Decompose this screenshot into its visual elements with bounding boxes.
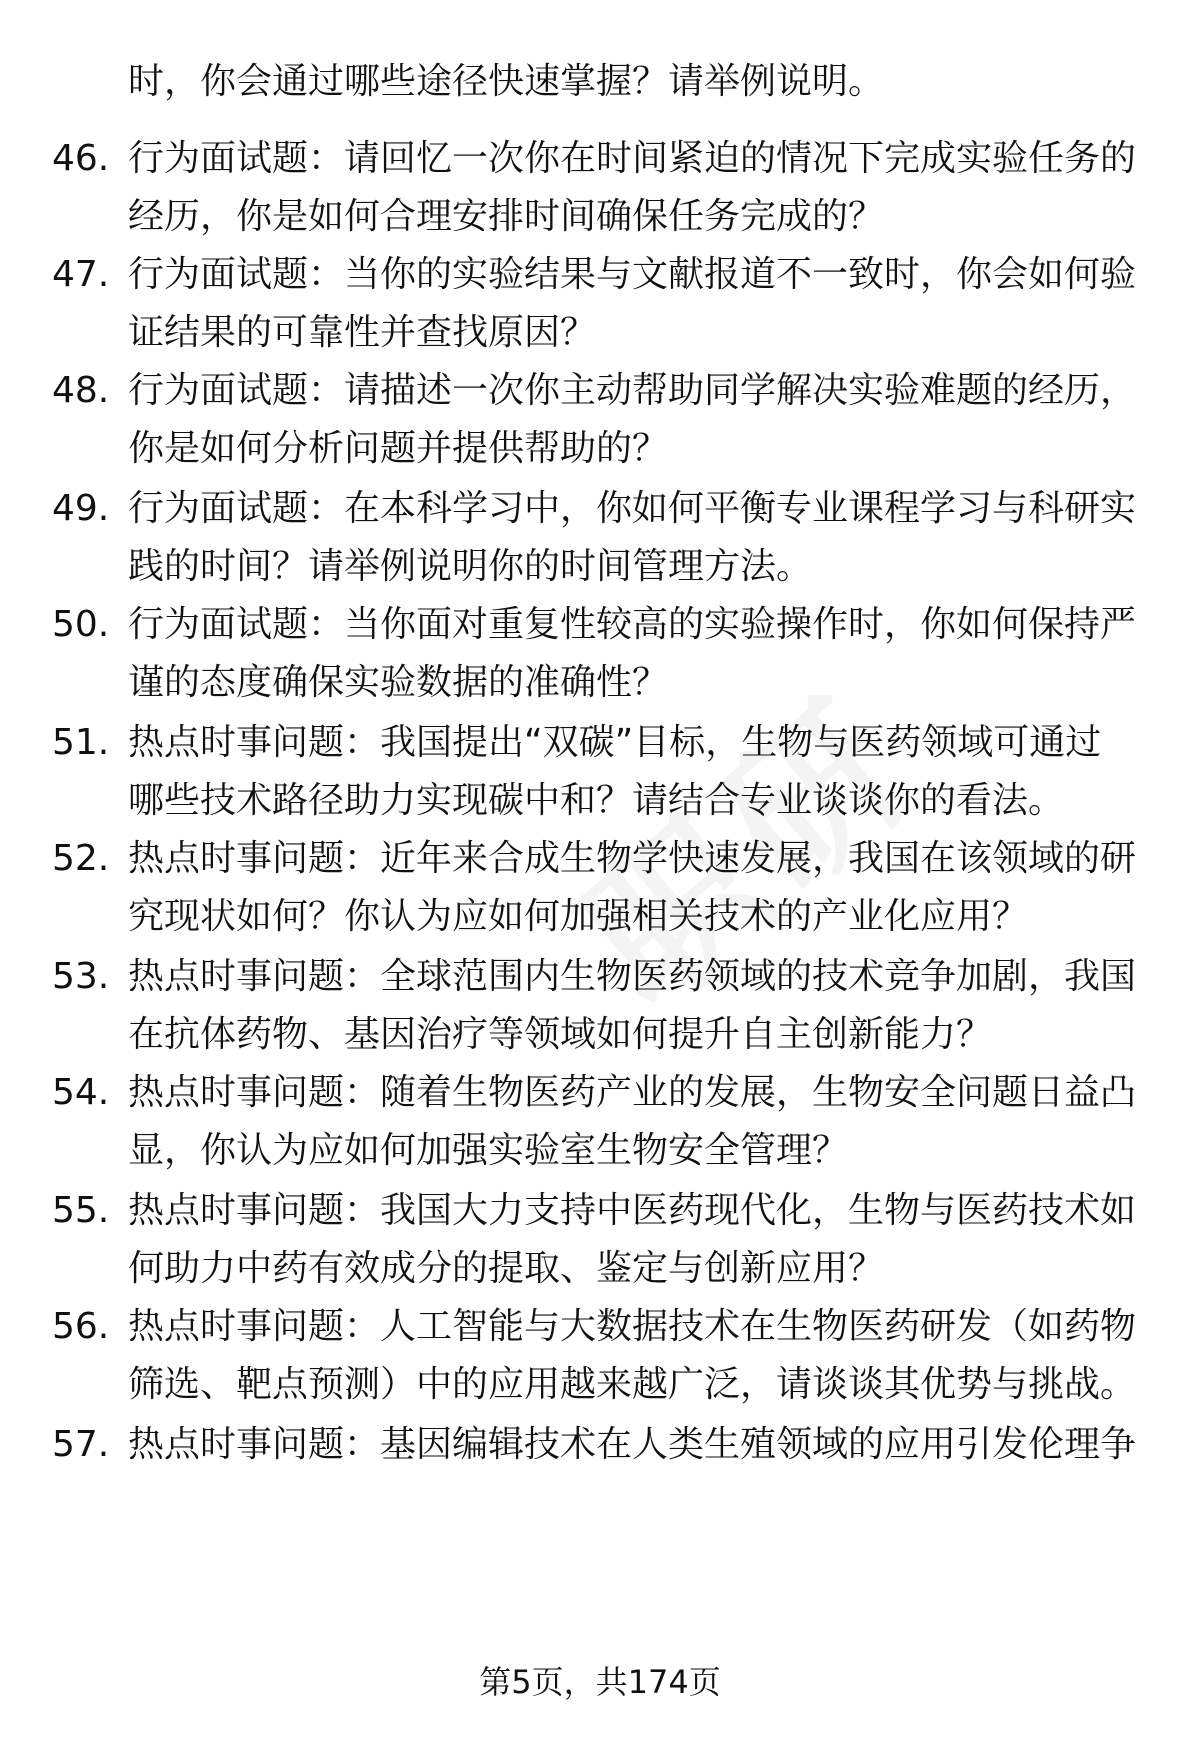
- question-text: 热点时事问题：全球范围内生物医药领域的技术竞争加剧，我国 在抗体药物、基因治疗等领域如何提升自主创新能力？: [128, 956, 1137, 1055]
- question-text: 热点时事问题：基因编辑技术在人类生殖领域的应用引发伦理争: [128, 1424, 1137, 1465]
- question-text: 热点时事问题：人工智能与大数据技术在生物医药研发（如药物 筛选、靶点预测）中的应用越来越广泛，请谈谈其优势与挑战。: [128, 1306, 1137, 1405]
- question-text: 行为面试题：当你面对重复性较高的实验操作时，你如何保持严 谨的态度确保实验数据的准确性？: [128, 604, 1137, 703]
- question-text: 热点时事问题：随着生物医药产业的发展，生物安全问题日益凸 显，你认为应如何加强实验室生物安全管理？: [128, 1072, 1137, 1171]
- question-text: 热点时事问题：近年来合成生物学快速发展，我国在该领域的研 究现状如何？你认为应如何加强相关技术的产业化应用？: [128, 838, 1137, 937]
- question-text: 热点时事问题：我国大力支持中医药现代化，生物与医药技术如 何助力中药有效成分的提取、鉴定与创新应用？: [128, 1190, 1137, 1289]
- question-text: 行为面试题：当你的实验结果与文献报道不一致时，你会如何验 证结果的可靠性并查找原因？: [128, 254, 1137, 353]
- question-number: 51.: [52, 722, 110, 763]
- question-text: 行为面试题：请回忆一次你在时间紧迫的情况下完成实验任务的 经历，你是如何合理安排时间确保任务完成的？: [128, 138, 1137, 237]
- question-number: 55.: [52, 1190, 110, 1231]
- question-number: 53.: [52, 956, 110, 997]
- question-number: 57.: [52, 1424, 110, 1465]
- question-number: 50.: [52, 604, 110, 645]
- continuation-text: 时，你会通过哪些途径快速掌握？请举例说明。: [128, 61, 885, 102]
- question-number: 56.: [52, 1306, 110, 1347]
- question-number: 46.: [52, 138, 110, 179]
- question-number: 52.: [52, 838, 110, 879]
- question-number: 49.: [52, 488, 110, 529]
- question-text: 行为面试题：在本科学习中，你如何平衡专业课程学习与科研实 践的时间？请举例说明你的时间管理方法。: [128, 488, 1137, 587]
- question-number: 47.: [52, 254, 110, 295]
- question-number: 48.: [52, 370, 110, 411]
- page-footer: 第5页，共174页: [479, 1663, 721, 1701]
- question-text: 行为面试题：请描述一次你主动帮助同学解决实验难题的经历， 你是如何分析问题并提供帮助的？: [128, 370, 1137, 469]
- question-number: 54.: [52, 1072, 110, 1113]
- question-text: 热点时事问题：我国提出“双碳”目标，生物与医药领域可通过 哪些技术路径助力实现碳中和？请结合专业谈谈你的看法。: [128, 722, 1102, 821]
